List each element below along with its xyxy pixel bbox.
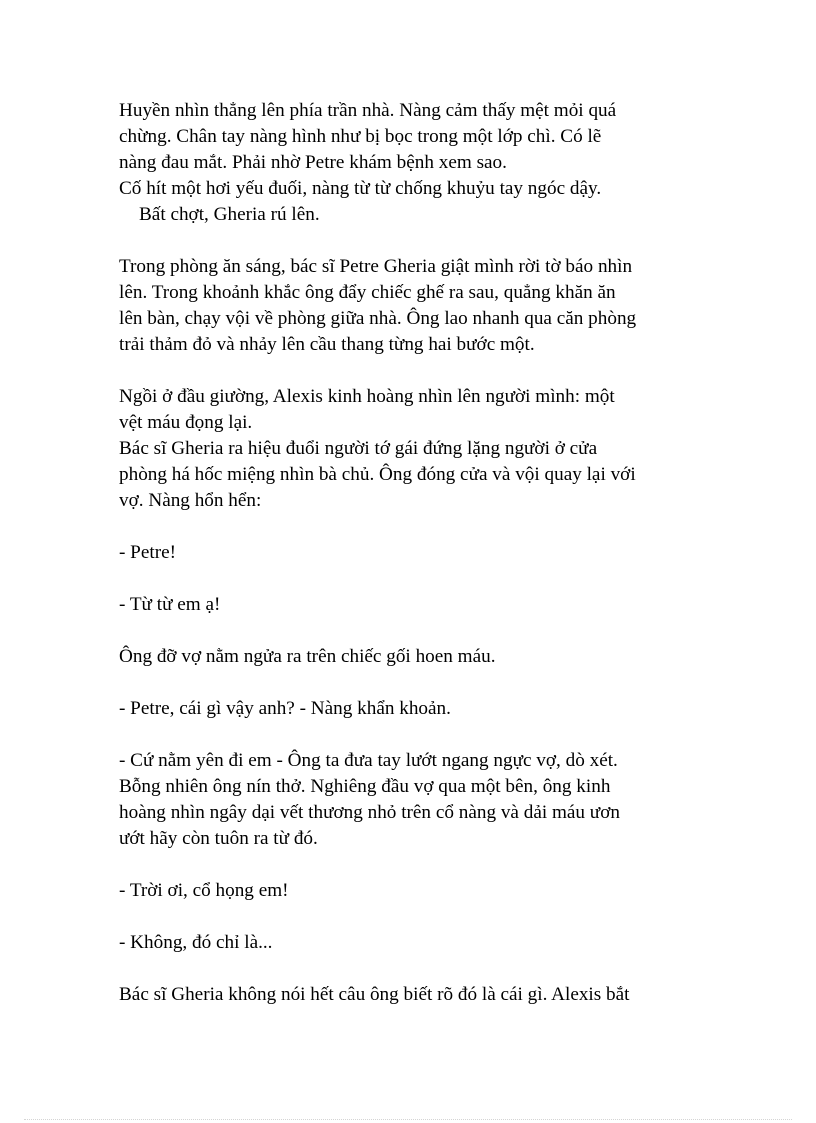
text-line: lên bàn, chạy vội về phòng giữa nhà. Ông lao nhanh qua căn phòng [119, 308, 637, 329]
paragraph-gap [119, 956, 709, 982]
text-line: lên. Trong khoảnh khắc ông đẩy chiếc ghế ra sau, quẳng khăn ăn [119, 282, 616, 303]
paragraph-gap [119, 618, 709, 644]
text-line: Bất chợt, Gheria rú lên. [139, 204, 320, 225]
text-line: Ông đỡ vợ nằm ngửa ra trên chiếc gối hoen máu. [119, 646, 496, 667]
text-line: - Petre, cái gì vậy anh? - Nàng khẩn khoản. [119, 698, 451, 719]
text-line: Cố hít một hơi yếu đuối, nàng từ từ chống khuỷu tay ngóc dậy. [119, 178, 602, 199]
paragraph-gap [119, 228, 709, 254]
text-line: Bỗng nhiên ông nín thở. Nghiêng đầu vợ qua một bên, ông kinh [119, 776, 611, 797]
text-line: Trong phòng ăn sáng, bác sĩ Petre Gheria giật mình rời tờ báo nhìn [119, 256, 633, 277]
document-body [119, 98, 709, 1008]
paragraph-gap [119, 566, 709, 592]
text-line: nàng đau mắt. Phải nhờ Petre khám bệnh xem sao. [119, 152, 507, 173]
text-line: Bác sĩ Gheria không nói hết câu ông biết rõ đó là cái gì. Alexis bắt [119, 984, 630, 1005]
text-line: - Cứ nằm yên đi em - Ông ta đưa tay lướt ngang ngực vợ, dò xét. [119, 750, 618, 771]
text-line: - Petre! [119, 542, 177, 563]
text-line: chừng. Chân tay nàng hình như bị bọc trong một lớp chì. Có lẽ [119, 126, 602, 147]
text-line: trải thảm đỏ và nhảy lên cầu thang từng hai bước một. [119, 334, 535, 355]
paragraph-gap [119, 904, 709, 930]
text-line: Huyền nhìn thẳng lên phía trần nhà. Nàng cảm thấy mệt mỏi quá [119, 100, 617, 121]
paragraph-gap [119, 852, 709, 878]
text-line: - Không, đó chỉ là... [119, 932, 273, 953]
text-line: vợ. Nàng hổn hển: [119, 490, 262, 511]
paragraph-gap [119, 358, 709, 384]
page-bottom-divider [24, 1119, 792, 1120]
text-line: - Từ từ em ạ! [119, 594, 221, 615]
text-line: vệt máu đọng lại. [119, 412, 253, 433]
paragraph-gap [119, 514, 709, 540]
text-line: Bác sĩ Gheria ra hiệu đuổi người tớ gái đứng lặng người ở cửa [119, 438, 598, 459]
text-line: ướt hãy còn tuôn ra từ đó. [119, 828, 318, 849]
text-line: - Trời ơi, cổ họng em! [119, 880, 289, 901]
paragraph-gap [119, 722, 709, 748]
text-line: hoàng nhìn ngây dại vết thương nhỏ trên cổ nàng và dải máu ươn [119, 802, 620, 823]
paragraph-gap [119, 670, 709, 696]
text-line: phòng há hốc miệng nhìn bà chủ. Ông đóng cửa và vội quay lại với [119, 464, 636, 485]
text-line: Ngồi ở đầu giường, Alexis kinh hoàng nhìn lên người mình: một [119, 386, 615, 407]
